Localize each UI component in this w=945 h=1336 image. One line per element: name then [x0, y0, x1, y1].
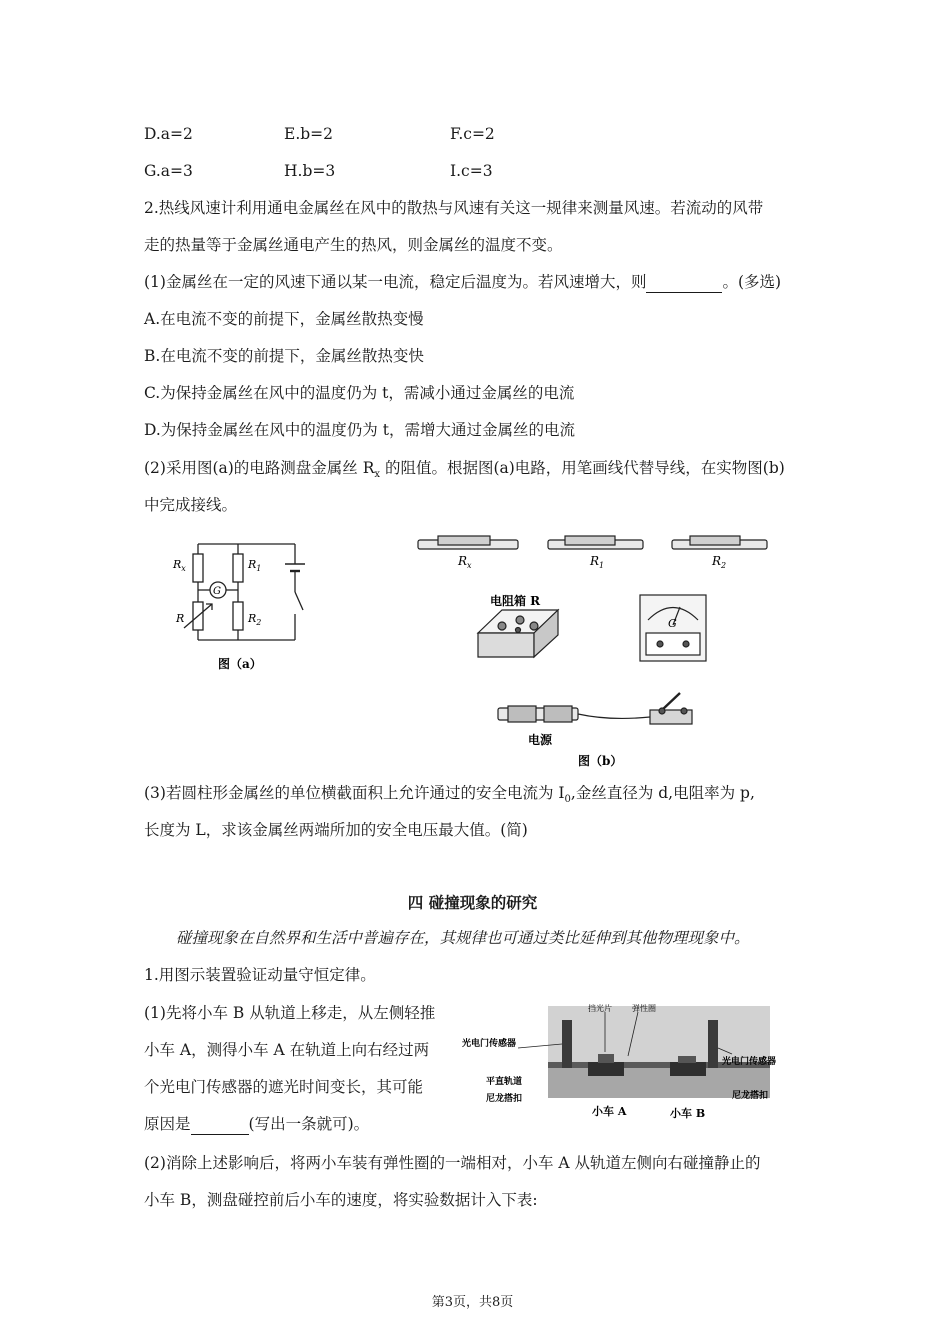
label-rx: $R_x$	[173, 558, 186, 573]
q2-part1-blank[interactable]	[646, 272, 722, 293]
option-f: F.c=2	[450, 125, 495, 143]
option-i: I.c=3	[450, 162, 493, 180]
q2-intro-line2: 走的热量等于金属丝通电产生的热风，则金属丝的温度不变。	[144, 236, 563, 254]
label-r2-device: $R_2$	[712, 554, 727, 570]
q2-option-a: A.在电流不变的前提下，金属丝散热变慢	[144, 310, 424, 328]
q2-part2-line2: 中完成接线。	[144, 496, 238, 514]
apparatus-diagram-b	[410, 525, 790, 773]
resistance-box-label: 电阻箱 R	[490, 594, 541, 608]
q2-part1	[144, 272, 781, 293]
option-g: G.a=3	[144, 162, 193, 180]
label-cart-b: 小车 B	[670, 1107, 706, 1120]
option-e: E.b=2	[284, 125, 334, 143]
option-h: H.b=3	[284, 162, 336, 180]
q2-part2-text-a: (2)采用图(a)的电路测盘金属丝 R	[144, 459, 375, 477]
cart-a	[588, 1062, 624, 1076]
s4-part1-line4	[144, 1114, 369, 1135]
label-elastic-ring: 弹性圈	[632, 1004, 656, 1013]
section-heading: 四 碰撞现象的研究	[407, 893, 538, 912]
section-intro: 碰撞现象在自然界和生活中普遍存在，其规律也可通过类比延伸到其他物理现象中。	[176, 929, 750, 947]
sensor-left	[562, 1020, 572, 1068]
q2-part3-line2: 长度为 L，求该金属丝两端所加的安全电压最大值。(简)	[144, 821, 528, 839]
s4-part2-line1: (2)消除上述影响后，将两小车装有弹性圈的一端相对，小车 A 从轨道左侧向右碰撞静止的	[144, 1154, 761, 1172]
label-r1: $R_1$	[248, 558, 262, 573]
galvanometer-label: G	[213, 586, 221, 597]
option-d: D.a=2	[144, 125, 193, 143]
label-r: R	[176, 612, 185, 625]
q2-part2-line1	[144, 458, 785, 485]
cart-apparatus-photo	[460, 1000, 790, 1130]
label-sensor-left: 光电门传感器	[462, 1039, 517, 1049]
s4-question1: 1.用图示装置验证动量守恒定律。	[144, 966, 376, 984]
q2-option-b: B.在电流不变的前提下，金属丝散热变快	[144, 347, 424, 365]
q2-part3-subscript: 0	[564, 794, 571, 806]
page-number-footer: 第3页，共8页	[431, 1295, 514, 1310]
label-rx-device: $R_x$	[458, 554, 472, 570]
s4-part1-line1: (1)先将小车 B 从轨道上移走，从左侧轻推	[144, 1004, 436, 1022]
s4-part1-blank[interactable]	[191, 1114, 249, 1135]
q2-part3-text-a: (3)若圆柱形金属丝的单位横截面积上允许通过的安全电流为 I	[144, 784, 565, 802]
figure-a-caption: 图（a）	[218, 657, 262, 671]
q2-part2-text-b: 的阻值。根据图(a)电路，用笔画线代替导线，在实物图(b)	[380, 459, 785, 477]
label-cart-a: 小车 A	[592, 1105, 627, 1118]
q2-intro-line1: 2.热线风速计利用通电金属丝在风中的散热与风速有关这一规律来测量风速。若流动的风带	[144, 199, 764, 217]
circuit-diagram-a	[170, 530, 320, 680]
q2-option-c: C.为保持金属丝在风中的温度仍为 t，需减小通过金属丝的电流	[144, 384, 575, 402]
label-r2: $R_2$	[248, 612, 262, 627]
figure-b-caption: 图（b）	[578, 754, 623, 768]
meter-g-label: G	[668, 617, 677, 630]
q2-part2-subscript: x	[374, 469, 381, 481]
label-blocking-plate: 挡光片	[588, 1004, 612, 1013]
q2-part3-line1	[144, 783, 755, 810]
label-nylon-right: 尼龙搭扣	[732, 1091, 769, 1101]
power-source-label: 电源	[528, 733, 553, 747]
label-r1-device: $R_1$	[590, 554, 605, 570]
q2-part3-text-b: ,金丝直径为 d,电阻率为 p,	[570, 784, 755, 802]
s4-part1-text-b: (写出一条就可)。	[248, 1115, 370, 1133]
s4-part1-text-a: 原因是	[144, 1115, 191, 1133]
q2-part1-text: (1)金属丝在一定的风速下通以某一电流，稳定后温度为。若风速增大，则	[144, 273, 647, 291]
s4-part1-line3: 个光电门传感器的遮光时间变长，其可能	[144, 1078, 424, 1096]
label-sensor-right: 光电门传感器	[722, 1057, 777, 1067]
label-flat-track: 平直轨道	[486, 1077, 523, 1087]
cart-b	[670, 1062, 706, 1076]
label-nylon-left: 尼龙搭扣	[486, 1094, 523, 1104]
q2-part1-suffix: 。(多选)	[722, 273, 782, 291]
sensor-right	[708, 1020, 718, 1068]
s4-part1-line2: 小车 A，测得小车 A 在轨道上向右经过两	[144, 1041, 430, 1059]
s4-part2-line2: 小车 B，测盘碰控前后小车的速度，将实验数据计入下表:	[144, 1191, 538, 1209]
q2-option-d: D.为保持金属丝在风中的温度仍为 t，需增大通过金属丝的电流	[144, 421, 575, 439]
